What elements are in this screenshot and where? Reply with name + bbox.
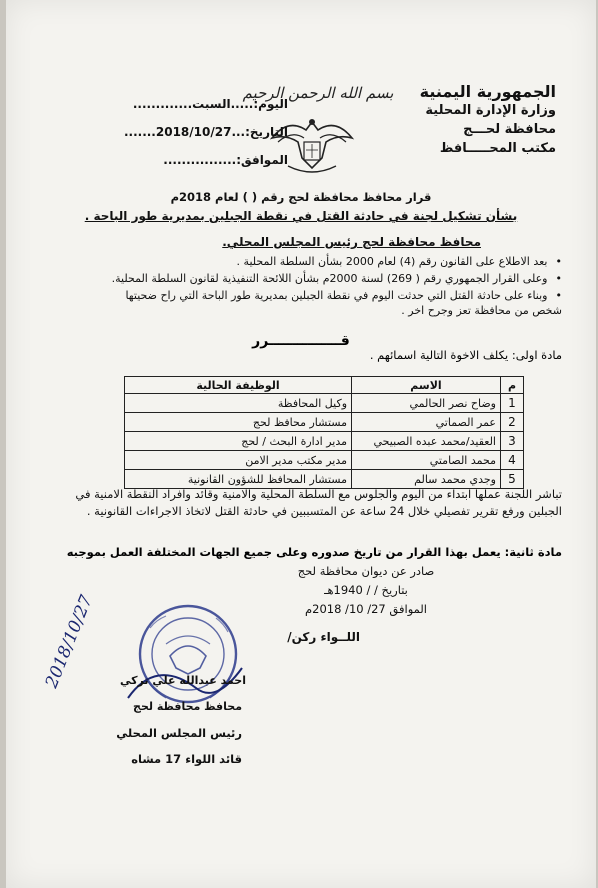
member-job: مدير مكتب مدير الامن [125,451,352,470]
row-number: 1 [501,394,524,413]
preamble-text: بعد الاطلاع على القانون رقم (4) لعام 2000 بشأن السلطة المحلية . [236,255,548,268]
member-name: وضاح نصر الحالمي [352,394,501,413]
day-line: اليوم:.....السبت............. [132,97,288,111]
article-one: مادة اولى: يكلف الاخوة التالية اسمائهم . [369,348,562,362]
table-row [125,432,524,451]
signatory-title-brigade: قائد اللواء 17 مشاه [131,752,242,766]
committee-members-table [124,376,524,489]
letterhead-right [406,82,556,158]
date-line: التاريخ:...2018/10/27....... [123,125,288,139]
basmala: بسم الله الرحمن الرحيم [242,84,394,102]
handwritten-date: 2018/10/27 [41,592,97,691]
member-job: مستشار المحافظ للشؤون القانونية [125,470,352,489]
ministry-name: وزارة الإدارة المحلية [425,103,556,118]
signatory-name: احمد عبدالله علي تركي [120,674,246,687]
column-header-number: م [501,377,524,394]
decree-addressee: محافظ محافظة لحج رئيس المجلس المحلي. [222,235,481,249]
member-name: وجدي محمد سالم [352,470,501,489]
letterhead-left [88,90,288,174]
table-row [125,451,524,470]
preamble-text: وبناء على حادثة القتل التي حدثت اليوم في نقطة الجبلين بمديرية طور الباحة التي راح ضحيتها [125,289,548,302]
issuance-hijri-date: بتاريخ / / 1940هـ [324,583,408,597]
article-two: مادة ثانية: يعمل بهذا القرار من تاريخ صدوره وعلى جميع الجهات المختلفة العمل بموجبه [66,545,562,559]
office-name: مكتب المحـــــافظ [439,141,556,156]
signatory-title-council: رئيس المجلس المحلي [116,726,242,740]
member-name: العقيد/محمد عبده الصبيحي [352,432,501,451]
country-name: الجمهورية اليمنية [419,82,556,101]
signatory-title-governor: محافظ محافظة لحج [133,700,242,713]
decree-title: قرار محافظ محافظة لحج رقم ( ) لعام 2018م [170,190,432,204]
task-paragraph: تباشر اللجنة عملها ابتداء من اليوم والجلوس مع السلطة المحلية والامنية وقائد وافراد النقطة الامنية في الجبلين ورفع تقرير تفصيلي خلال 24 ساعة عن المتسببين في حادثة القتل لاتخاذ الاجراءات القانونية . [75,487,562,518]
corresponding-line: الموافق:................ [163,153,288,167]
column-header-name: الاسم [352,377,501,394]
preamble-item: •بعد الاطلاع على القانون رقم (4) لعام 2000 بشأن السلطة المحلية . [236,255,562,268]
member-name: محمد الصامتي [352,451,501,470]
row-number: 4 [501,451,524,470]
preamble-text: وعلى القرار الجمهوري رقم ( 269) لسنة 2000م بشأن اللائحة التنفيذية لقانون السلطة المحلية. [111,272,548,285]
issuance-office: صادر عن ديوان محافظة لحج [297,564,435,578]
row-number: 3 [501,432,524,451]
table-row [125,413,524,432]
preamble-item: •وعلى القرار الجمهوري رقم ( 269) لسنة 2000م بشأن اللائحة التنفيذية لقانون السلطة المحلية. [111,272,562,285]
column-header-job: الوظيفة الحالية [125,377,352,394]
table-row [125,394,524,413]
member-job: وكيل المحافظة [125,394,352,413]
decision-heading: قـــــــــــــــرر [252,333,350,349]
issuance-block [246,562,486,619]
preamble-continuation [82,303,562,318]
preamble-item: •وبناء على حادثة القتل التي حدثت اليوم في نقطة الجبلين بمديرية طور الباحة التي راح ضحيتها [125,289,562,302]
governorate-name: محافظة لحـــج [463,122,556,137]
preamble-text: شخص من محافظة تعز وجرح اخر . [401,304,562,317]
document-page [6,0,596,888]
official-stamp-icon [126,598,246,716]
member-job: مستشار محافظ لحج [125,413,352,432]
row-number: 5 [501,470,524,489]
member-name: عمر الصماتي [352,413,501,432]
member-job: مدير ادارة البحث / لحج [125,432,352,451]
decree-subject: بشأن تشكيل لجنة في حادثة القتل في نقطة الجبلين بمديرية طور الباحة . [84,209,518,223]
row-number: 2 [501,413,524,432]
signature-rank: اللــواء ركن/ [287,630,360,644]
issuance-gregorian-date: الموافق 27/ 10/ 2018م [305,602,427,616]
table-header-row [125,377,524,394]
